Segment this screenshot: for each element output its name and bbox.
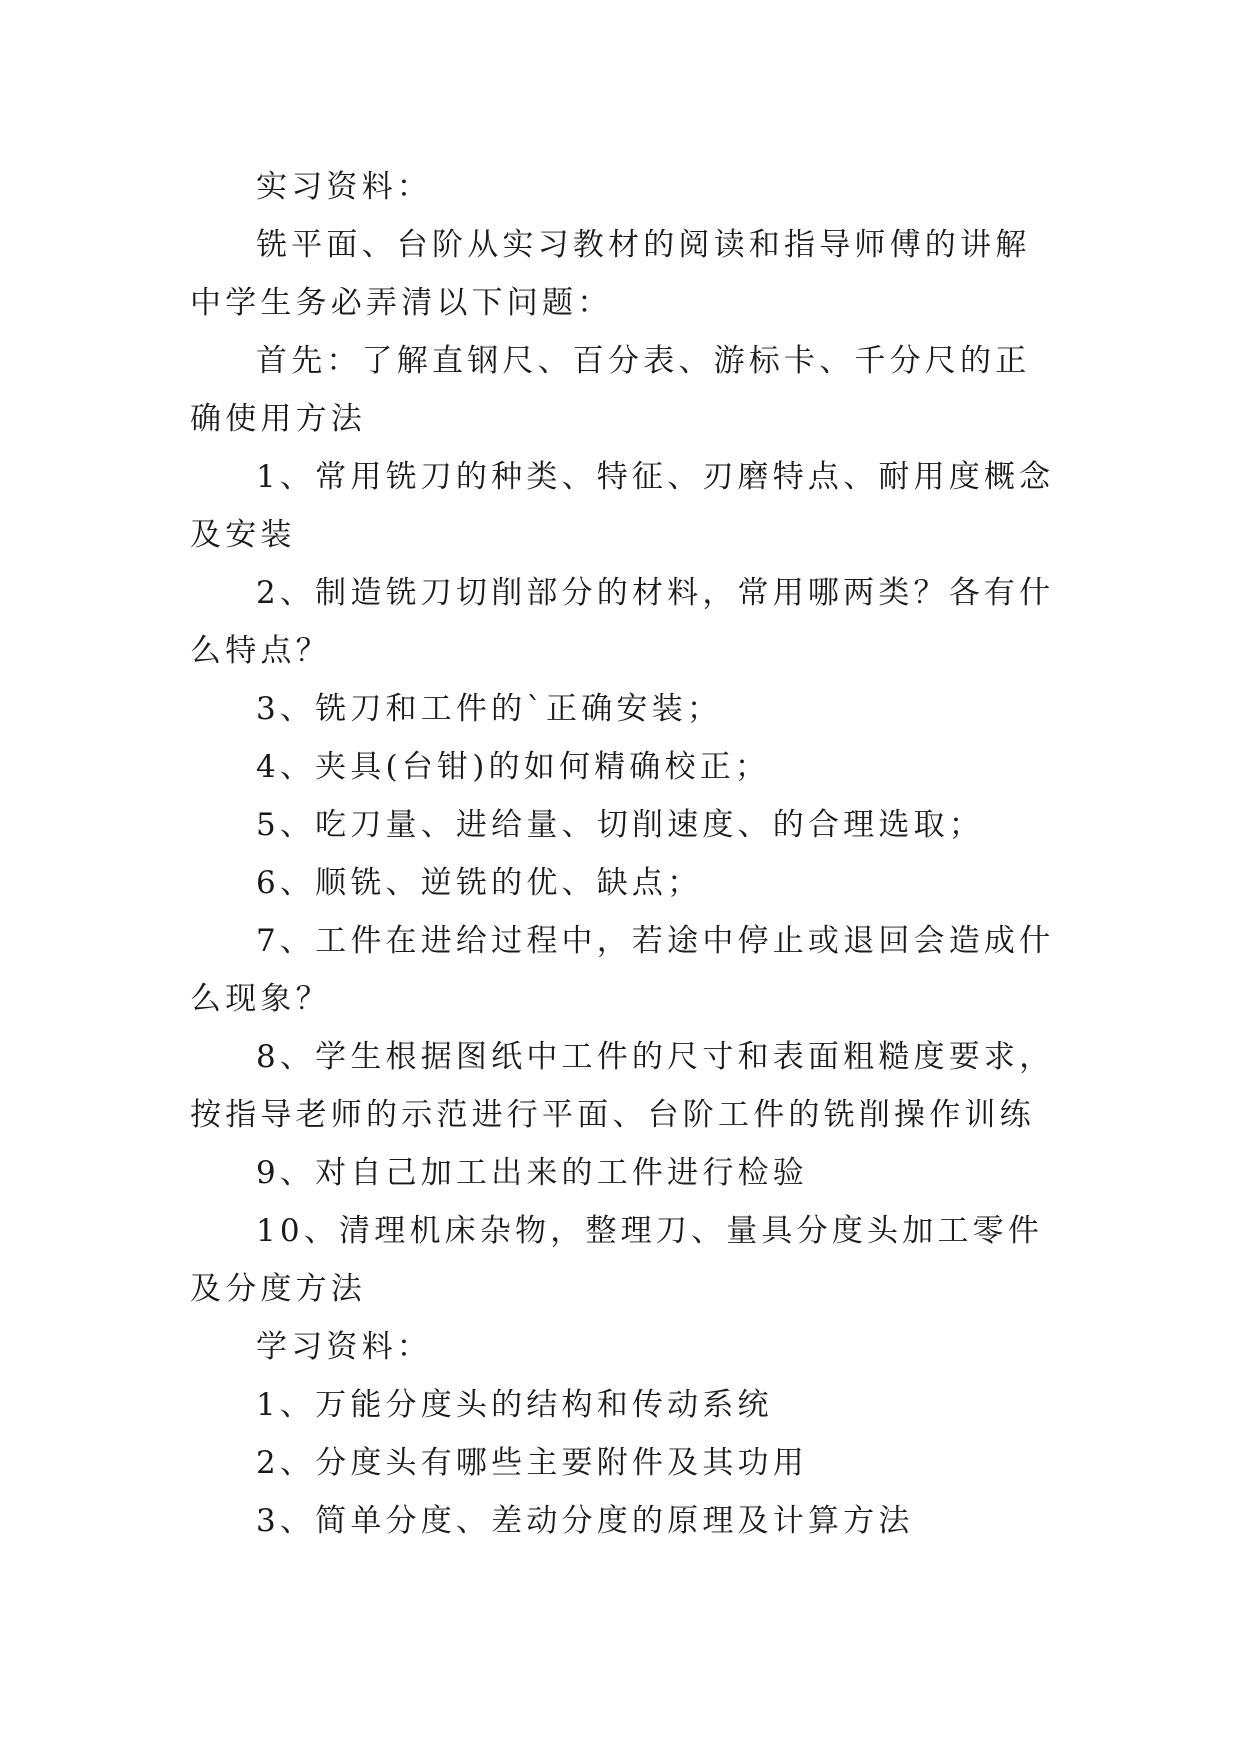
list-item-5: 5、吃刀量、进给量、切削速度、的合理选取； [256, 807, 984, 843]
study-item-2: 2、分度头有哪些主要附件及其功用 [256, 1445, 808, 1481]
list-item-10: 10、清理机床杂物，整理刀、量具分度头加工零件及分度方法 [190, 1213, 1044, 1307]
list-item-1: 1、常用铣刀的种类、特征、刃磨特点、耐用度概念及安装 [190, 459, 1055, 553]
section-heading-practice-materials: 实习资料： [256, 169, 432, 205]
document-body [190, 158, 1060, 1550]
list-item-7: 7、工件在进给过程中，若途中停止或退回会造成什么现象？ [190, 923, 1055, 1017]
list-item-2: 2、制造铣刀切削部分的材料，常用哪两类？各有什么特点？ [190, 575, 1055, 669]
paragraph-intro: 铣平面、台阶从实习教材的阅读和指导师傅的讲解中学生务必弄清以下问题： [190, 227, 1031, 321]
section-heading-study-materials: 学习资料： [256, 1329, 432, 1365]
list-item-4: 4、夹具(台钳)的如何精确校正； [256, 749, 771, 785]
list-item-8: 8、学生根据图纸中工件的尺寸和表面粗糙度要求，按指导老师的示范进行平面、台阶工件的铣削操作训练 [190, 1039, 1055, 1133]
list-item-9: 9、对自己加工出来的工件进行检验 [256, 1155, 808, 1191]
paragraph-first: 首先：了解直钢尺、百分表、游标卡、千分尺的正确使用方法 [190, 343, 1031, 437]
list-item-6: 6、顺铣、逆铣的优、缺点； [256, 865, 703, 901]
study-item-1: 1、万能分度头的结构和传动系统 [256, 1387, 773, 1423]
list-item-3: 3、铣刀和工件的`正确安装； [256, 691, 723, 727]
study-item-3: 3、简单分度、差动分度的原理及计算方法 [256, 1503, 914, 1539]
